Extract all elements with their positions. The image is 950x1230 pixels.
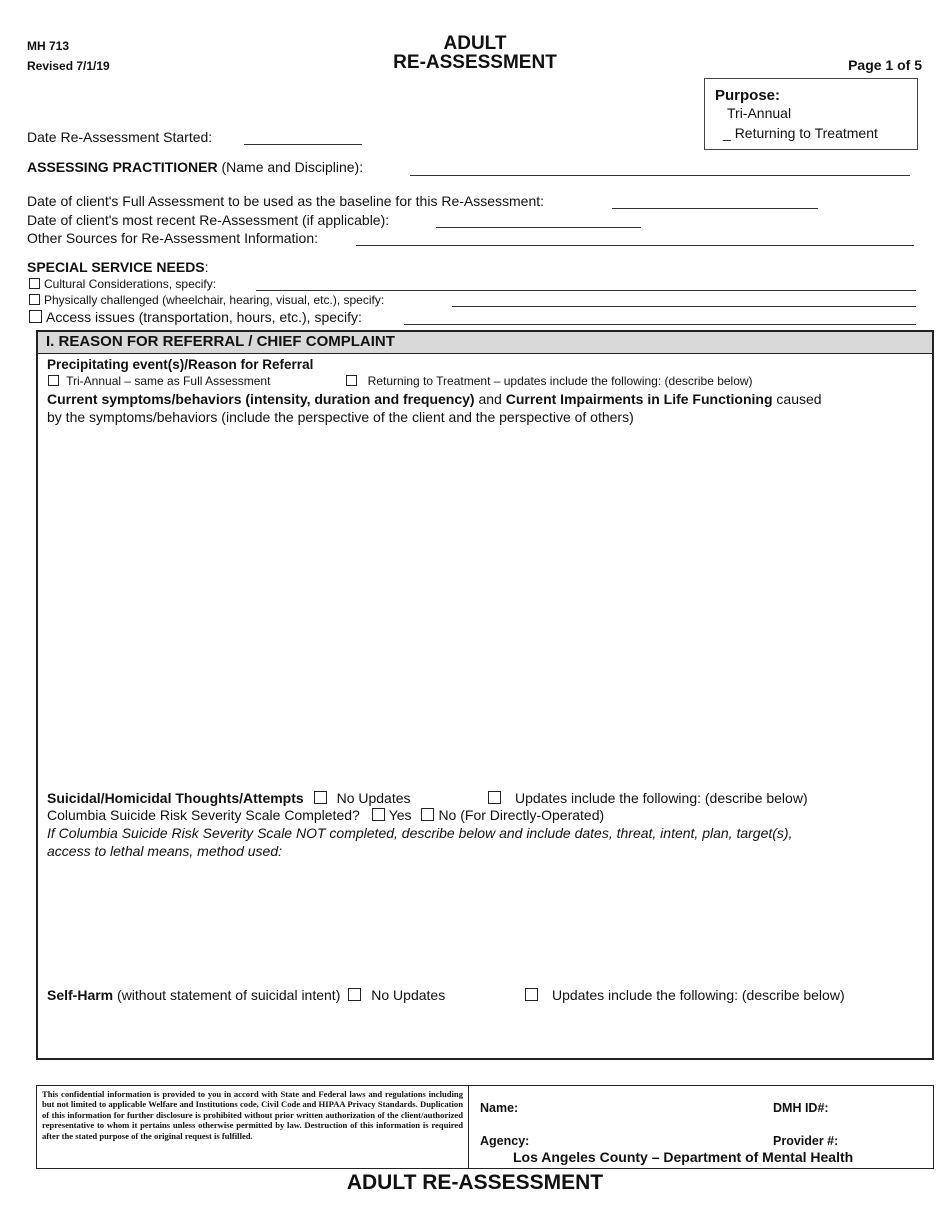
- cultural-checkbox[interactable]: [29, 278, 40, 289]
- special-needs-heading: [27, 259, 209, 275]
- department-name: Los Angeles County – Department of Mental Health: [513, 1149, 854, 1165]
- special-needs-heading-text: SPECIAL SERVICE NEEDS: [27, 259, 205, 275]
- purpose-returning-mark: _: [723, 125, 735, 141]
- access-checkbox[interactable]: [29, 310, 42, 323]
- footer-box: [36, 1085, 934, 1169]
- columbia-note-line1: If Columbia Suicide Risk Severity Scale NOT completed, describe below and include dates, threat, intent, plan, target(s),: [47, 825, 793, 841]
- selfharm-updates-checkbox[interactable]: [525, 988, 538, 1001]
- page-number: Page 1 of 5: [848, 57, 922, 73]
- special-need-physical[interactable]: [29, 293, 384, 307]
- selfharm-label-rest: (without statement of suicidal intent): [117, 987, 341, 1003]
- suicidal-text-area[interactable]: [47, 862, 925, 982]
- bottom-title: ADULT RE-ASSESSMENT: [346, 1171, 604, 1194]
- other-sources-field[interactable]: [356, 245, 914, 246]
- precipitating-label: Precipitating event(s)/Reason for Referral: [47, 357, 314, 372]
- returning-checkbox[interactable]: [346, 375, 357, 386]
- columbia-row: [47, 807, 604, 823]
- special-needs-heading-colon: :: [204, 259, 209, 275]
- columbia-note-line2: access to lethal means, method used:: [47, 843, 283, 859]
- suicidal-updates-option[interactable]: [488, 790, 808, 806]
- form-number: MH 713: [27, 39, 70, 53]
- purpose-option-returning[interactable]: [723, 125, 878, 141]
- symptoms-bold1: Current symptoms/behaviors (intensity, duration and frequency): [47, 391, 475, 407]
- full-assessment-date-label: Date of client's Full Assessment to be used as the baseline for this Re-Assessment:: [27, 193, 545, 209]
- practitioner-label: [27, 159, 363, 175]
- date-started-field[interactable]: [244, 144, 362, 145]
- section-heading: I. REASON FOR REFERRAL / CHIEF COMPLAINT: [38, 332, 932, 354]
- selfharm-row: [47, 987, 445, 1003]
- symptoms-bold2: Current Impairments in Life Functioning: [505, 391, 773, 407]
- triannual-option[interactable]: [48, 374, 270, 388]
- triannual-checkbox[interactable]: [48, 375, 59, 386]
- recent-reassessment-date-label: Date of client's most recent Re-Assessment (if applicable):: [27, 212, 390, 228]
- suicidal-no-updates-checkbox[interactable]: [314, 791, 327, 804]
- symptoms-and: and: [474, 391, 506, 407]
- columbia-yes-label: Yes: [388, 807, 412, 823]
- dmh-id-label: DMH ID#:: [773, 1101, 829, 1115]
- title-line1: ADULT: [443, 33, 507, 54]
- selfharm-updates-label: Updates include the following: (describe below): [552, 987, 845, 1003]
- symptoms-text-area[interactable]: [47, 428, 925, 788]
- access-label: Access issues (transportation, hours, etc.), specify:: [46, 309, 362, 325]
- suicidal-no-updates-label: No Updates: [336, 790, 411, 806]
- title-line2: RE-ASSESSMENT: [393, 52, 557, 73]
- practitioner-label-rest: (Name and Discipline):: [221, 159, 364, 175]
- columbia-no-label: No (For Directly-Operated): [438, 807, 605, 823]
- returning-option[interactable]: [346, 374, 753, 388]
- selfharm-updates-option[interactable]: [525, 987, 845, 1003]
- physical-checkbox[interactable]: [29, 294, 40, 305]
- client-name-label: Name:: [480, 1101, 519, 1115]
- purpose-option-triannual[interactable]: Tri-Annual: [727, 105, 792, 121]
- selfharm-no-updates-label: No Updates: [371, 987, 446, 1003]
- symptoms-label-line1: [47, 391, 822, 407]
- special-need-cultural[interactable]: [29, 277, 216, 291]
- selfharm-label: Self-Harm: [47, 987, 114, 1003]
- recent-reassessment-date-field[interactable]: [436, 227, 641, 228]
- purpose-box: [704, 78, 918, 150]
- columbia-question: Columbia Suicide Risk Severity Scale Completed?: [47, 807, 360, 823]
- provider-label: Provider #:: [773, 1134, 839, 1148]
- suicidal-updates-checkbox[interactable]: [488, 791, 501, 804]
- columbia-yes-checkbox[interactable]: [372, 808, 385, 821]
- purpose-label: Purpose:: [715, 87, 781, 104]
- confidentiality-notice: This confidential information is provided to you in accord with State and Federal laws and regulations including but not limited to applicable Welfare and Institutions code, Civil Code and HIPAA Privacy Standards. Duplication of this information for further disclosure is prohibited without prior written authorization of the client/authorized representative to whom it pertains unless otherwise permitted by law. Destruction of this information is required after the stated purpose of the original request is fulfilled.: [37, 1086, 469, 1168]
- revised-date: Revised 7/1/19: [27, 59, 110, 73]
- agency-label: Agency:: [480, 1134, 530, 1148]
- date-started-label: Date Re-Assessment Started:: [27, 129, 213, 145]
- suicidal-updates-label: Updates include the following: (describe below): [515, 790, 808, 806]
- selfharm-no-updates-checkbox[interactable]: [348, 988, 361, 1001]
- cultural-label: Cultural Considerations, specify:: [44, 277, 217, 291]
- columbia-no-checkbox[interactable]: [421, 808, 434, 821]
- special-need-access[interactable]: [29, 309, 362, 325]
- returning-label: Returning to Treatment – updates include the following: (describe below): [367, 374, 753, 388]
- symptoms-rest1: caused: [772, 391, 822, 407]
- triannual-label: Tri-Annual – same as Full Assessment: [66, 374, 271, 388]
- access-field[interactable]: [404, 324, 916, 325]
- physical-label: Physically challenged (wheelchair, hearing, visual, etc.), specify:: [44, 293, 385, 307]
- practitioner-field[interactable]: [410, 175, 910, 176]
- physical-field[interactable]: [452, 306, 916, 307]
- full-assessment-date-field[interactable]: [612, 208, 818, 209]
- selfharm-text-area[interactable]: [47, 1007, 925, 1055]
- section-reason-for-referral: [36, 330, 934, 1060]
- other-sources-label: Other Sources for Re-Assessment Information:: [27, 230, 318, 246]
- symptoms-label-line2: by the symptoms/behaviors (include the perspective of the client and the perspective of others): [47, 409, 634, 425]
- cultural-field[interactable]: [256, 290, 916, 291]
- suicidal-label: Suicidal/Homicidal Thoughts/Attempts: [47, 790, 304, 806]
- purpose-returning-label: Returning to Treatment: [734, 125, 878, 141]
- suicidal-row: [47, 790, 411, 806]
- practitioner-label-bold: ASSESSING PRACTITIONER: [27, 159, 218, 175]
